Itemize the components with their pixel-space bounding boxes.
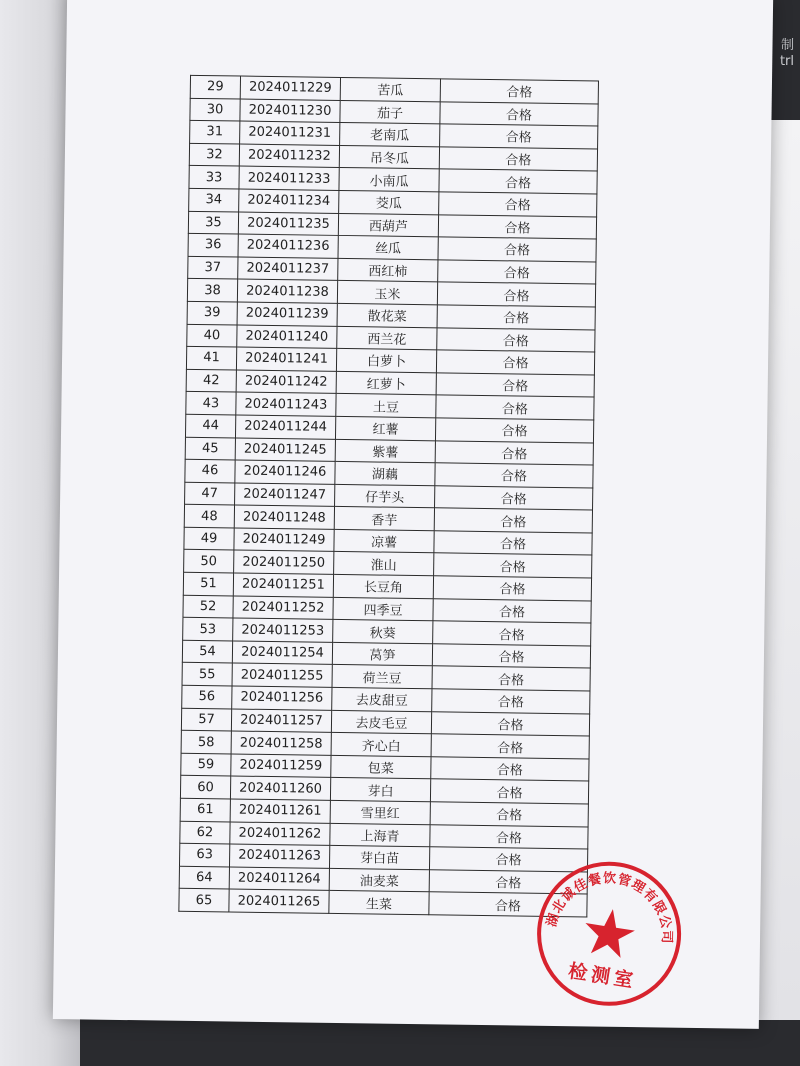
inspection-table	[178, 75, 599, 918]
row-number: 41	[186, 346, 236, 369]
test-result: 合格	[432, 689, 590, 714]
test-result: 合格	[438, 237, 596, 262]
vegetable-name: 上海青	[330, 823, 430, 847]
vegetable-name: 湖藕	[335, 462, 435, 486]
vegetable-name: 老南瓜	[340, 123, 440, 147]
test-result: 合格	[436, 395, 594, 420]
vegetable-name: 仔芋头	[335, 484, 435, 508]
row-number: 52	[183, 595, 233, 618]
vegetable-name: 淮山	[334, 552, 434, 576]
vegetable-name: 雪里红	[330, 800, 430, 824]
row-number: 42	[186, 369, 236, 392]
sample-code: 2024011237	[238, 257, 338, 281]
vegetable-name: 油麦菜	[329, 868, 429, 892]
test-result: 合格	[432, 644, 590, 669]
sample-code: 2024011232	[239, 144, 339, 168]
test-result: 合格	[431, 711, 589, 736]
test-result: 合格	[438, 214, 596, 239]
sample-code: 2024011231	[240, 121, 340, 145]
vegetable-name: 荷兰豆	[332, 665, 432, 689]
vegetable-name: 西兰花	[337, 326, 437, 350]
test-result: 合格	[430, 802, 588, 827]
vegetable-name: 茄子	[340, 100, 440, 124]
star-icon	[581, 905, 638, 959]
sample-code: 2024011257	[231, 709, 331, 733]
monitor-text-2: trl	[779, 54, 794, 69]
sample-code: 2024011258	[231, 731, 331, 755]
row-number: 35	[188, 211, 238, 234]
row-number: 60	[180, 776, 230, 799]
row-number: 59	[181, 753, 231, 776]
row-number: 65	[179, 889, 229, 912]
test-result: 合格	[437, 327, 595, 352]
row-number: 36	[188, 233, 238, 256]
vegetable-name: 芽白苗	[329, 846, 429, 870]
vegetable-name: 长豆角	[333, 574, 433, 598]
vegetable-name: 土豆	[336, 394, 436, 418]
test-result: 合格	[437, 282, 595, 307]
row-number: 49	[184, 527, 234, 550]
row-number: 44	[185, 414, 235, 437]
sample-code: 2024011233	[239, 166, 339, 190]
test-result: 合格	[435, 463, 593, 488]
row-number: 63	[179, 843, 229, 866]
test-result: 合格	[436, 373, 594, 398]
vegetable-name: 小南瓜	[339, 168, 439, 192]
inspection-table-body	[179, 75, 599, 917]
test-result: 合格	[434, 531, 592, 556]
sample-code: 2024011261	[230, 799, 330, 823]
row-number: 62	[180, 821, 230, 844]
row-number: 55	[182, 663, 232, 686]
row-number: 53	[183, 618, 233, 641]
test-result: 合格	[435, 440, 593, 465]
vegetable-name: 吊冬瓜	[339, 145, 439, 169]
test-result: 合格	[433, 598, 591, 623]
sample-code: 2024011238	[237, 279, 337, 303]
row-number: 38	[187, 279, 237, 302]
sample-code: 2024011263	[229, 844, 329, 868]
row-number: 48	[184, 505, 234, 528]
seal-org-text: 湖北诚佳餐饮管理有限公司	[544, 871, 674, 945]
row-number: 40	[187, 324, 237, 347]
row-number: 57	[181, 708, 231, 731]
sample-code: 2024011236	[238, 234, 338, 258]
test-result: 合格	[431, 757, 589, 782]
row-number: 43	[186, 392, 236, 415]
table-row	[179, 889, 587, 917]
test-result: 合格	[433, 621, 591, 646]
sample-code: 2024011249	[234, 528, 334, 552]
row-number: 50	[184, 550, 234, 573]
sample-code: 2024011243	[236, 392, 336, 416]
sample-code: 2024011250	[234, 550, 334, 574]
row-number: 29	[190, 75, 240, 98]
test-result: 合格	[440, 79, 598, 104]
row-number: 61	[180, 798, 230, 821]
sample-code: 2024011242	[236, 370, 336, 394]
sample-code: 2024011239	[237, 302, 337, 326]
test-result: 合格	[429, 892, 587, 917]
test-result: 合格	[437, 305, 595, 330]
test-result: 合格	[429, 870, 587, 895]
vegetable-name: 齐心白	[331, 733, 431, 757]
sample-code: 2024011256	[232, 686, 332, 710]
vegetable-name: 四季豆	[333, 597, 433, 621]
row-number: 54	[182, 640, 232, 663]
vegetable-name: 紫薯	[335, 439, 435, 463]
paper-sheet	[53, 0, 773, 1029]
row-number: 33	[189, 166, 239, 189]
test-result: 合格	[438, 260, 596, 285]
vegetable-name: 凉薯	[334, 529, 434, 553]
test-result: 合格	[439, 169, 597, 194]
row-number: 46	[185, 459, 235, 482]
test-result: 合格	[429, 847, 587, 872]
sample-code: 2024011260	[230, 776, 330, 800]
sample-code: 2024011230	[240, 99, 340, 123]
row-number: 58	[181, 731, 231, 754]
sample-code: 2024011229	[240, 76, 340, 100]
test-result: 合格	[434, 553, 592, 578]
test-result: 合格	[430, 824, 588, 849]
sample-code: 2024011264	[229, 867, 329, 891]
sample-code: 2024011246	[235, 460, 335, 484]
row-number: 30	[190, 98, 240, 121]
vegetable-name: 西红柿	[338, 258, 438, 282]
vegetable-name: 茭瓜	[339, 190, 439, 214]
sample-code: 2024011244	[235, 415, 335, 439]
vegetable-name: 莴笋	[332, 642, 432, 666]
official-seal	[523, 848, 694, 1019]
row-number: 39	[187, 301, 237, 324]
monitor-text-1: 制	[780, 38, 794, 53]
vegetable-name: 香芋	[334, 507, 434, 531]
test-result: 合格	[433, 576, 591, 601]
vegetable-name: 秋葵	[333, 620, 433, 644]
sample-code: 2024011259	[231, 754, 331, 778]
sample-code: 2024011240	[237, 325, 337, 349]
row-number: 51	[183, 572, 233, 595]
sample-code: 2024011265	[229, 889, 329, 913]
vegetable-name: 芽白	[330, 778, 430, 802]
sample-code: 2024011234	[239, 189, 339, 213]
test-result: 合格	[439, 147, 597, 172]
sample-code: 2024011254	[232, 641, 332, 665]
row-number: 37	[188, 256, 238, 279]
sample-code: 2024011252	[233, 596, 333, 620]
row-number: 32	[189, 143, 239, 166]
vegetable-name: 红萝卜	[336, 371, 436, 395]
vegetable-name: 散花菜	[337, 303, 437, 327]
vegetable-name: 白萝卜	[336, 349, 436, 373]
vegetable-name: 生菜	[329, 891, 429, 915]
test-result: 合格	[440, 101, 598, 126]
row-number: 31	[190, 121, 240, 144]
vegetable-name: 西葫芦	[338, 213, 438, 237]
inspection-table-wrapper	[178, 75, 599, 918]
test-result: 合格	[440, 124, 598, 149]
vegetable-name: 去皮毛豆	[331, 710, 431, 734]
row-number: 64	[179, 866, 229, 889]
test-result: 合格	[434, 508, 592, 533]
sample-code: 2024011245	[235, 438, 335, 462]
sample-code: 2024011253	[233, 618, 333, 642]
row-number: 47	[185, 482, 235, 505]
vegetable-name: 玉米	[337, 281, 437, 305]
sample-code: 2024011241	[236, 347, 336, 371]
sample-code: 2024011248	[234, 505, 334, 529]
row-number: 45	[185, 437, 235, 460]
test-result: 合格	[431, 734, 589, 759]
test-result: 合格	[435, 485, 593, 510]
test-result: 合格	[436, 350, 594, 375]
test-result: 合格	[439, 192, 597, 217]
sample-code: 2024011247	[235, 483, 335, 507]
vegetable-name: 去皮甜豆	[332, 687, 432, 711]
vegetable-name: 红薯	[335, 416, 435, 440]
sample-code: 2024011255	[232, 663, 332, 687]
row-number: 34	[189, 188, 239, 211]
test-result: 合格	[435, 418, 593, 443]
vegetable-name: 苦瓜	[340, 77, 440, 101]
sample-code: 2024011235	[238, 212, 338, 236]
test-result: 合格	[430, 779, 588, 804]
sample-code: 2024011262	[230, 822, 330, 846]
vegetable-name: 包菜	[331, 755, 431, 779]
monitor-label	[780, 38, 794, 70]
sample-code: 2024011251	[233, 573, 333, 597]
vegetable-name: 丝瓜	[338, 236, 438, 260]
seal-dept-text: 检测室	[566, 960, 639, 993]
test-result: 合格	[432, 666, 590, 691]
row-number: 56	[182, 685, 232, 708]
